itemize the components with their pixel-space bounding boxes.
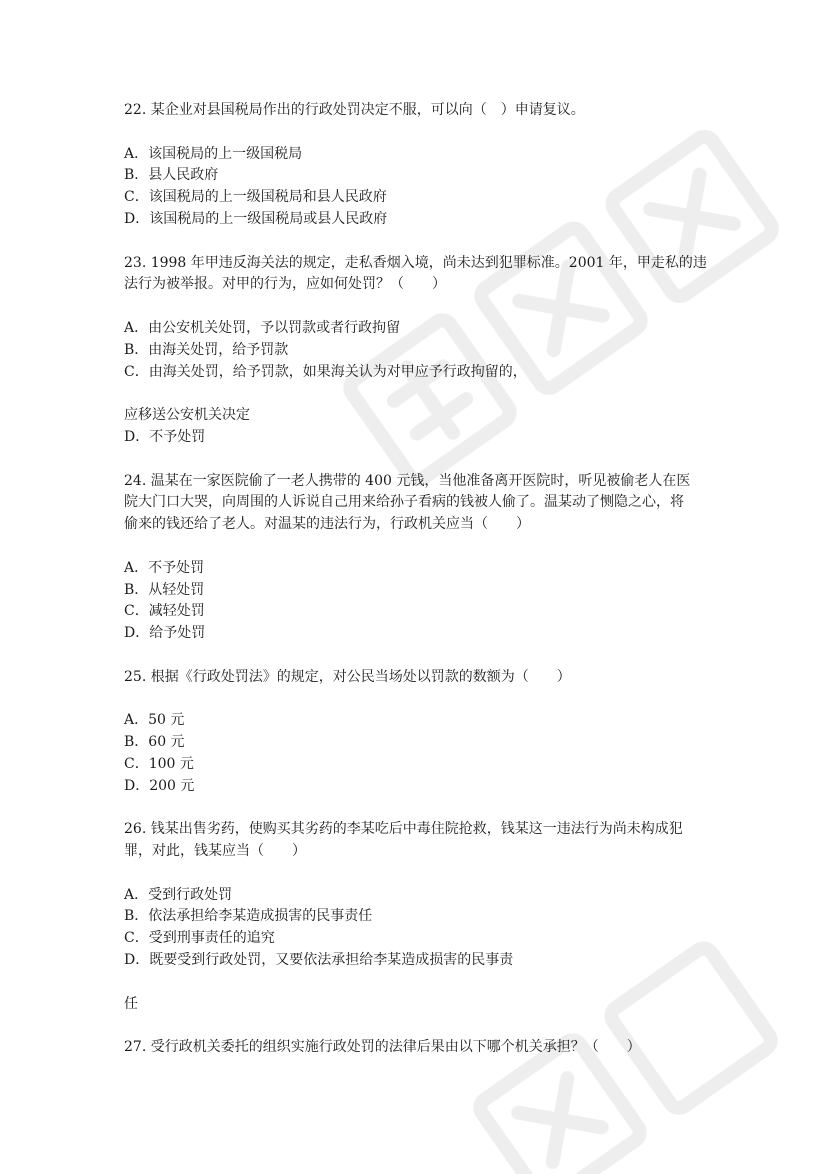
question-25-option-d: D．200 元: [124, 777, 195, 794]
question-26-option-a: A．受到行政处罚: [124, 886, 233, 903]
question-26-option-c: C．受到刑事责任的追究: [124, 930, 275, 947]
question-25-option-b: B．60 元: [124, 734, 185, 751]
question-23-option-b: B．由海关处罚，给予罚款: [124, 341, 289, 358]
question-25-option-c: C．100 元: [124, 755, 194, 772]
question-26-option-d: D．既要受到行政处罚，又要依法承担给李某造成损害的民事责: [124, 952, 514, 969]
question-23-option-a: A．由公安机关处罚，予以罚款或者行政拘留: [124, 319, 401, 336]
question-26-stem-line-2: 罪，对此，钱某应当（ ）: [124, 843, 306, 860]
question-23-stem-line-1: 23. 1998 年甲违反海关法的规定，走私香烟入境，尚未达到犯罪标准。2001 年，甲走私的违: [124, 254, 707, 271]
question-22-option-a: A．该国税局的上一级国税局: [124, 145, 303, 162]
question-26-stem-line-1: 26. 钱某出售劣药，使购买其劣药的李某吃后中毒住院抢救，钱某这一违法行为尚未构成犯: [124, 821, 683, 838]
question-list: [124, 100, 714, 1059]
question-26-option-b: B．依法承担给李某造成损害的民事责任: [124, 908, 373, 925]
question-23-option-d: D．不予处罚: [124, 428, 206, 445]
question-25-option-a: A．50 元: [124, 712, 185, 729]
question-24-option-d: D．给予处罚: [124, 625, 206, 642]
question-26-option-d-continuation: 任: [124, 995, 138, 1012]
question-22-option-d: D．该国税局的上一级国税局或县人民政府: [124, 210, 388, 227]
question-24-stem-line-2: 院大门口大哭，向周围的人诉说自己用来给孙子看病的钱被人偷了。温某动了恻隐之心，将: [124, 494, 684, 511]
question-24-option-b: B．从轻处罚: [124, 581, 205, 598]
question-23-stem-line-2: 法行为被举报。对甲的行为，应如何处罚？（ ）: [124, 276, 446, 293]
question-24-option-c: C．减轻处罚: [124, 603, 205, 620]
question-27-stem-line-1: 27. 受行政机关委托的组织实施行政处罚的法律后果由以下哪个机关承担？（ ）: [124, 1039, 641, 1056]
question-25-stem-line-1: 25. 根据《行政处罚法》的规定，对公民当场处以罚款的数额为（ ）: [124, 668, 571, 685]
question-23-option-c: C．由海关处罚，给予罚款，如果海关认为对甲应予行政拘留的，: [124, 363, 527, 380]
question-22-option-c: C．该国税局的上一级国税局和县人民政府: [124, 189, 387, 206]
question-24-stem-line-1: 24. 温某在一家医院偷了一老人携带的 400 元钱，当他准备离开医院时，听见被偷老人在医: [124, 472, 691, 489]
question-24-option-a: A．不予处罚: [124, 559, 205, 576]
question-22-option-b: B．县人民政府: [124, 167, 219, 184]
question-22-stem-line-1: 22. 某企业对县国税局作出的行政处罚决定不服，可以向（ ）申请复议。: [124, 102, 585, 118]
question-23-option-c-continuation: 应移送公安机关决定: [124, 407, 250, 424]
question-24-stem-line-3: 偷来的钱还给了老人。对温某的违法行为，行政机关应当（ ）: [124, 516, 530, 533]
